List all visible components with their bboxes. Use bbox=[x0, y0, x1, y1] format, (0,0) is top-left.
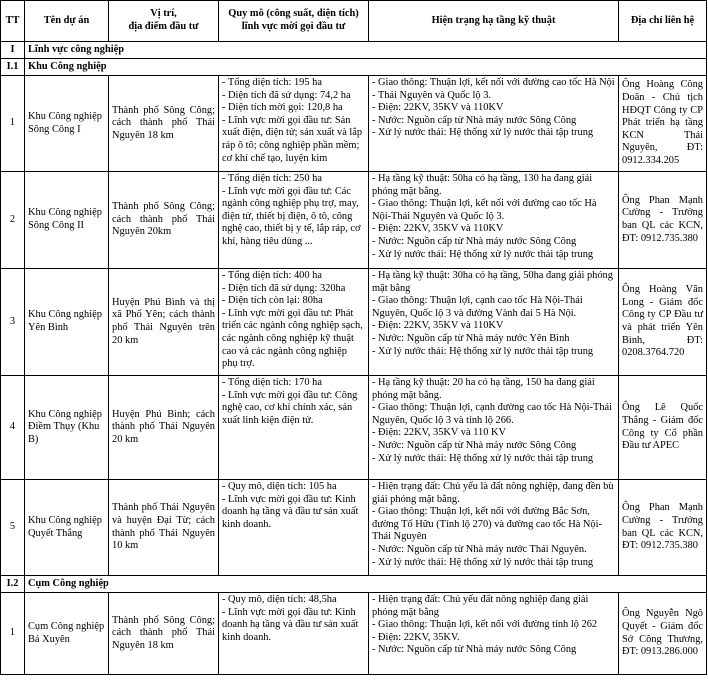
header-infra: Hiện trạng hạ tầng kỹ thuật bbox=[369, 1, 619, 42]
infra-line: - Giao thông: Thuận lợi, kết nối với đường tỉnh lộ 262 bbox=[372, 619, 598, 631]
project-name: Khu Công nghiệp Sông Công II bbox=[25, 172, 109, 269]
subsection-code: I.1 bbox=[1, 59, 25, 76]
project-contact: Ông Lê Quốc Thắng - Giám đốc Công ty Cổ phần Đầu tư APEC bbox=[619, 376, 707, 480]
project-tt: 3 bbox=[1, 269, 25, 376]
scale-line: - Lĩnh vực mời gọi đầu tư: Phát triển các ngành công nghiệp sạch, các ngành công nghiệp kỹ thuật cao và các ngành công nghiệp phụ trợ. bbox=[222, 307, 363, 370]
project-row bbox=[1, 593, 707, 675]
scale-line: - Tổng diện tích: 400 ha bbox=[222, 270, 322, 281]
subsection-row bbox=[1, 59, 707, 76]
infra-line: - Giao thông: Thuận lợi, cạnh đường cao tốc Hà Nội-Thái Nguyên, Quốc lộ 3 và tỉnh lộ 266. bbox=[372, 402, 613, 426]
project-contact: Ông Nguyễn Ngô Quyết - Giám đốc Sở Công Thương, ĐT: 0913.286.000 bbox=[619, 593, 707, 675]
scale-line: - Diện tích đã sử dụng: 74,2 ha bbox=[222, 89, 351, 101]
project-location: Thành phố Sông Công; cách thành phố Thái Nguyên 20km bbox=[109, 172, 219, 269]
project-contact: Ông Hoàng Công Doãn - Chủ tịch HĐQT Công ty CP Phát triển hạ tầng KCN Thái Nguyên, ĐT: 0912.334.205 bbox=[619, 76, 707, 172]
scale-line: - Lĩnh vực mời gọi đầu tư: Kinh doanh hạ tầng và đầu tư sản xuất kinh doanh. bbox=[222, 606, 359, 643]
infra-line: - Giao thông: Thuận lợi, cạnh cao tốc Hà Nội-Thái Nguyên, Quốc lộ 3 và đường Vành đai 5 Hà Nội. bbox=[372, 295, 583, 319]
infra-line: - Nước: Nguồn cấp từ Nhà máy nước Sông Công bbox=[372, 644, 577, 656]
project-name: Khu Công nghiệp Yên Bình bbox=[25, 269, 109, 376]
header-tt: TT bbox=[1, 1, 25, 42]
project-scale bbox=[219, 269, 369, 376]
project-scale bbox=[219, 172, 369, 269]
project-row bbox=[1, 480, 707, 576]
header-location: Vị trí, địa điểm đầu tư bbox=[109, 1, 219, 42]
infra-line: - Hiện trạng đất: Chủ yếu đất nông nghiệp đang giải phóng mặt bằng bbox=[372, 594, 589, 618]
project-location: Thành phố Thái Nguyên và huyện Đại Từ; cách thành phố Thái Nguyên 10 km bbox=[109, 480, 219, 576]
scale-line: - Lĩnh vực mời gọi đầu tư: Sản xuất điện, điện tử; sản xuất và lắp ráp ô tô; công nghiệp phần mềm; cơ khí chế tạo, luyện kim bbox=[222, 114, 363, 164]
project-location: Huyện Phú Bình; cách thành phố Thái Nguyên 20 km bbox=[109, 376, 219, 480]
project-tt: 5 bbox=[1, 480, 25, 576]
project-name: Cụm Công nghiệp Bá Xuyên bbox=[25, 593, 109, 675]
infra-line: - Hạ tầng kỹ thuật: 30ha có hạ tầng, 50ha đang giải phóng mặt bằng bbox=[372, 270, 613, 294]
infra-line: - Nước: Nguồn cấp từ Nhà máy nước Sông Công bbox=[372, 235, 577, 247]
project-name: Khu Công nghiệp Sông Công I bbox=[25, 76, 109, 172]
header-name: Tên dự án bbox=[25, 1, 109, 42]
scale-line: - Lĩnh vực mời gọi đầu tư: Các ngành công nghiệp phụ trợ, may, điện tử, thiết bị điện, ô tô, công nghệ cao, thiết bị y tế, lắp ráp, cơ khí, hàng tiêu dùng ... bbox=[222, 185, 361, 247]
scale-line: - Lĩnh vực mời gọi đầu tư: Kinh doanh hạ tầng và đầu tư sản xuất kinh doanh. bbox=[222, 493, 359, 530]
header-contact: Địa chỉ liên hệ bbox=[619, 1, 707, 42]
project-row bbox=[1, 269, 707, 376]
project-contact: Ông Phan Mạnh Cường - Trưởng ban QL các KCN, ĐT: 0912.735.380 bbox=[619, 172, 707, 269]
section-code: I bbox=[1, 42, 25, 59]
project-scale bbox=[219, 376, 369, 480]
scale-line: - Quy mô, diện tích: 48,5ha bbox=[222, 594, 337, 605]
infra-line: - Điện: 22KV, 35KV và 110KV bbox=[372, 223, 504, 235]
infra-line: - Nước: Nguồn cấp từ Nhà máy nước Sông Công bbox=[372, 439, 577, 451]
project-scale bbox=[219, 593, 369, 675]
project-row bbox=[1, 172, 707, 269]
infra-line: - Giao thông: Thuận lợi, kết nối với đường cao tốc Hà Nội - Thái Nguyên và Quốc lộ 3. bbox=[372, 77, 615, 101]
project-scale bbox=[219, 480, 369, 576]
subsection-row bbox=[1, 576, 707, 593]
scale-line: - Tổng diện tích: 250 ha bbox=[222, 173, 322, 184]
project-infrastructure bbox=[369, 172, 619, 269]
infra-line: - Nước: Nguồn cấp từ Nhà máy nước Thái Nguyên. bbox=[372, 543, 587, 555]
project-name: Khu Công nghiệp Điềm Thụy (Khu B) bbox=[25, 376, 109, 480]
infra-line: - Điện: 22KV, 35KV. bbox=[372, 631, 460, 643]
project-infrastructure bbox=[369, 593, 619, 675]
subsection-title: Khu Công nghiệp bbox=[25, 59, 707, 76]
infra-line: - Xử lý nước thải: Hệ thống xử lý nước thải tập trung bbox=[372, 248, 594, 260]
project-name: Khu Công nghiệp Quyết Thắng bbox=[25, 480, 109, 576]
infra-line: - Điện: 22KV, 35KV và 110KV bbox=[372, 102, 504, 114]
infra-line: - Điện: 22KV, 35KV và 110KV bbox=[372, 320, 504, 332]
project-location: Thành phố Sông Công; cách thành phố Thái Nguyên 18 km bbox=[109, 76, 219, 172]
scale-line: - Quy mô, diện tích: 105 ha bbox=[222, 481, 337, 492]
section-title: Lĩnh vực công nghiệp bbox=[25, 42, 707, 59]
project-infrastructure bbox=[369, 76, 619, 172]
infra-line: - Nước: Nguồn cấp từ Nhà máy nước Yên Bình bbox=[372, 332, 570, 344]
project-infrastructure bbox=[369, 376, 619, 480]
project-row bbox=[1, 376, 707, 480]
infra-line: - Xử lý nước thải: Hệ thống xử lý nước thải tập trung bbox=[372, 452, 594, 464]
subsection-title: Cụm Công nghiệp bbox=[25, 576, 707, 593]
infra-line: - Hiện trạng đất: Chủ yếu là đất nông nghiệp, đang đền bù giải phóng mặt bằng. bbox=[372, 481, 614, 505]
scale-line: - Diện tích còn lại: 80ha bbox=[222, 295, 323, 307]
project-tt: 1 bbox=[1, 593, 25, 675]
header-row bbox=[1, 1, 707, 42]
scale-line: - Diện tích mời gọi: 120,8 ha bbox=[222, 102, 343, 114]
project-contact: Ông Hoàng Văn Long - Giám đốc Công ty CP Đầu tư và phát triển Yên Bình, ĐT: 0208.3764.720 bbox=[619, 269, 707, 376]
subsection-code: I.2 bbox=[1, 576, 25, 593]
scale-line: - Lĩnh vực mời gọi đầu tư: Công nghệ cao, cơ khí chính xác, sản xuất linh kiện điện tử. bbox=[222, 389, 358, 426]
infra-line: - Xử lý nước thải: Hệ thống xử lý nước thải tập trung bbox=[372, 127, 594, 139]
project-infrastructure bbox=[369, 480, 619, 576]
project-tt: 2 bbox=[1, 172, 25, 269]
infra-line: - Xử lý nước thải: Hệ thống xử lý nước thải tập trung bbox=[372, 556, 594, 568]
project-tt: 4 bbox=[1, 376, 25, 480]
project-location: Huyện Phú Bình và thị xã Phổ Yên; cách thành phố Thái Nguyên trên 20 km bbox=[109, 269, 219, 376]
infra-line: - Nước: Nguồn cấp từ Nhà máy nước Sông Công bbox=[372, 114, 577, 126]
project-row bbox=[1, 76, 707, 172]
infra-line: - Xử lý nước thải: Hệ thống xử lý nước thải tập trung bbox=[372, 345, 594, 357]
project-tt: 1 bbox=[1, 76, 25, 172]
section-row bbox=[1, 42, 707, 59]
scale-line: - Tổng diện tích: 170 ha bbox=[222, 377, 322, 388]
infra-line: - Giao thông: Thuận lợi, kết nối với đường Bắc Sơn, đường Tố Hữu (Tỉnh lộ 270) và đường cao tốc Hà Nội-Thái Nguyên bbox=[372, 506, 602, 543]
project-infrastructure bbox=[369, 269, 619, 376]
project-contact: Ông Phan Mạnh Cường - Trưởng ban QL các KCN, ĐT: 0912.735.380 bbox=[619, 480, 707, 576]
project-location: Thành phố Sông Công; cách thành phố Thái Nguyên 18 km bbox=[109, 593, 219, 675]
infra-line: - Hạ tầng kỹ thuật: 50ha có hạ tầng, 130 ha đang giải phóng mặt bằng. bbox=[372, 173, 593, 197]
scale-line: - Diện tích đã sử dụng: 320ha bbox=[222, 282, 346, 294]
scale-line: - Tổng diện tích: 195 ha bbox=[222, 77, 322, 88]
project-scale bbox=[219, 76, 369, 172]
header-scale: Quy mô (công suất, diện tích) lĩnh vực mời gọi đầu tư bbox=[219, 1, 369, 42]
infra-line: - Giao thông: Thuận lợi, kết nối với đường cao tốc Hà Nội-Thái Nguyên và Quốc lộ 3. bbox=[372, 198, 597, 222]
infra-line: - Điện: 22KV, 35KV và 110 KV bbox=[372, 427, 507, 439]
infra-line: - Hạ tầng kỹ thuật: 20 ha có hạ tầng, 150 ha đang giải phóng mặt bằng. bbox=[372, 377, 595, 401]
